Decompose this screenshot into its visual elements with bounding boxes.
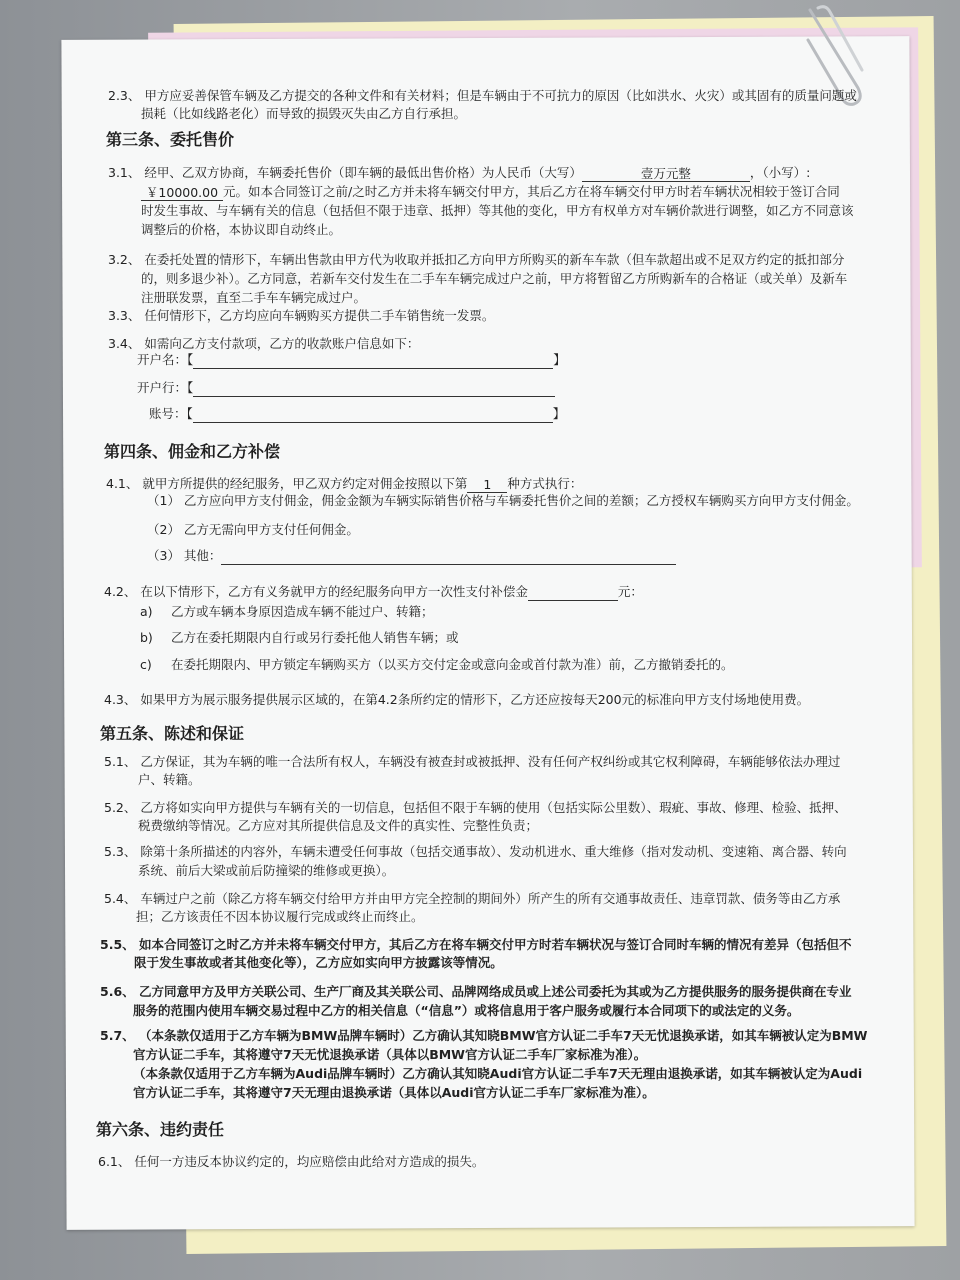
clause-6-1: 6.1、 任何一方违反本协议约定的，均应赔偿由此给对方造成的损失。	[98, 1154, 485, 1169]
section-6-heading: 第六条、违约责任	[96, 1120, 225, 1139]
clause-4-2-c: 在委托期限内、甲方锁定车辆购买方（以买方交付定金或意向金或首付款为准）前，乙方撤销委托的。	[171, 657, 734, 672]
account-bank-row	[137, 378, 555, 397]
account-name-field[interactable]	[193, 353, 553, 369]
price-lowercase-field[interactable]: ￥10000.00	[141, 185, 223, 201]
clause-3-1-line1	[108, 163, 810, 182]
clause-4-2-suffix: 元：	[617, 584, 643, 599]
section-5-heading: 第五条、陈述和保证	[100, 724, 245, 743]
clause-5-4-line1: 5.4、 车辆过户之前（除乙方将车辆交付给甲方并由甲方完全控制的期间外）所产生的所有交通事故责任、违章罚款、债务等由乙方承	[104, 891, 841, 906]
account-name-label: 开户名：【	[137, 352, 194, 367]
account-number-row	[149, 404, 565, 423]
price-uppercase-field[interactable]: 壹万元整	[582, 166, 750, 182]
clause-3-3: 3.3、 任何情形下，乙方均应向车辆购买方提供二手车销售统一发票。	[108, 308, 495, 323]
account-bank-field[interactable]	[193, 381, 555, 397]
clause-4-2-a: 乙方或车辆本身原因造成车辆不能过户、转籍；	[171, 604, 434, 619]
clause-5-1-line1: 5.1、 乙方保证，其为车辆的唯一合法所有权人，车辆没有被查封或被抵押、没有任何产权纠纷或其它权利障碍，车辆能够依法办理过	[104, 754, 841, 769]
clause-3-2-line1: 3.2、 在委托处置的情形下，车辆出售款由甲方代为收取并抵扣乙方向甲方所购买的新车车款（但车款超出或不足双方约定的抵扣部分	[108, 252, 845, 267]
clause-5-4-line2: 担；乙方该责任不因本协议履行完成或终止而终止。	[136, 909, 424, 924]
account-bank-label: 开户行：【	[137, 380, 194, 395]
clause-5-2-line1: 5.2、 乙方将如实向甲方提供与车辆有关的一切信息，包括但不限于车辆的使用（包括实际公里数）、瑕疵、事故、修理、检验、抵押、	[104, 800, 847, 815]
clause-5-5-line1: 5.5、 如本合同签订之时乙方并未将车辆交付甲方，其后乙方在将车辆交付甲方时若车辆状况与签订合同时车辆的情况有差异（包括但不	[100, 937, 852, 952]
clause-4-2-c-key: c)	[140, 657, 152, 672]
bracket-close: 】	[552, 406, 566, 421]
clause-4-3: 4.3、 如果甲方为展示服务提供展示区域的，在第4.2条所约定的情形下，乙方还应按每天200元的标准向甲方支付场地使用费。	[104, 692, 810, 707]
commission-option-3	[147, 546, 676, 565]
commission-option-field[interactable]: 1	[467, 477, 507, 493]
clause-5-2-line2: 税费缴纳等情况。乙方应对其所提供信息及文件的真实性、完整性负责；	[138, 818, 539, 833]
commission-option-2: （2） 乙方无需向甲方支付任何佣金。	[147, 522, 359, 537]
clause-4-2-b: 乙方在委托期限内自行或另行委托他人销售车辆；或	[171, 630, 459, 645]
clause-4-1-suffix: 种方式执行：	[507, 476, 583, 491]
clause-4-2	[104, 582, 643, 601]
clause-2-3-line2: 损耗（比如线路老化）而导致的损毁灭失由乙方自行承担。	[141, 106, 467, 121]
commission-other-field[interactable]	[221, 549, 676, 565]
account-number-field[interactable]	[193, 407, 553, 423]
compensation-amount-field[interactable]	[528, 585, 618, 601]
section-3-heading: 第三条、委托售价	[106, 130, 235, 149]
clause-5-6-line1: 5.6、 乙方同意甲方及甲方关联公司、生产厂商及其关联公司、品牌网络成员或上述公司委托为其或为乙方提供服务的服务提供商在专业	[100, 984, 852, 999]
account-number-label: 账号：【	[149, 406, 193, 421]
clause-3-2-line2: 的，则多退少补）。乙方同意，若新车交付发生在二手车车辆完成过户之前，甲方将暂留乙方所购新车的合格证（或关单）及新车	[141, 271, 848, 286]
clause-3-1-text-a: 元。如本合同签订之前/之时乙方并未将车辆交付甲方，其后乙方在将车辆交付甲方时若车辆状况相较于签订合同	[223, 184, 840, 199]
section-4-heading: 第四条、佣金和乙方补偿	[104, 442, 281, 461]
account-name-row	[137, 350, 566, 369]
clause-3-1-line4: 调整后的价格，本协议即自动终止。	[141, 222, 342, 237]
clause-4-2-prefix: 4.2、 在以下情形下，乙方有义务就甲方的经纪服务向甲方一次性支付补偿金	[104, 584, 528, 599]
commission-option-3-label: （3） 其他：	[147, 548, 222, 563]
clause-5-5-line2: 限于发生事故或者其他变化等），乙方应如实向甲方披露该等情况。	[134, 955, 503, 970]
clause-3-1-line3: 时发生事故、与车辆有关的信息（包括但不限于违章、抵押）等其他的变化，甲方有权单方对车辆价款进行调整，如乙方不同意该	[141, 203, 854, 218]
clause-5-3-line1: 5.3、 除第十条所描述的内容外，车辆未遭受任何事故（包括交通事故）、发动机进水、重大维修（指对发动机、变速箱、离合器、转向	[104, 844, 847, 859]
bracket-close: 】	[553, 352, 566, 367]
commission-option-1: （1） 乙方应向甲方支付佣金，佣金金额为车辆实际销售价格与车辆委托售价之间的差额；乙方授权车辆购买方向甲方支付佣金。	[147, 493, 859, 508]
clause-5-7-line2: 官方认证二手车，其将遵守7天无忧退换承诺（具体以BMW官方认证二手车厂家标准为准）。	[133, 1047, 647, 1062]
clause-5-1-line2: 户、转籍。	[138, 772, 201, 787]
clause-5-7-line1: 5.7、 （本条款仅适用于乙方车辆为BMW品牌车辆时）乙方确认其知晓BMW官方认证二手车7天无忧退换承诺，如其车辆被认定为BMW	[100, 1028, 868, 1043]
clause-3-1-line2	[141, 182, 840, 201]
clause-3-4: 3.4、 如需向乙方支付款项，乙方的收款账户信息如下：	[108, 336, 420, 351]
clause-3-1-mid: ，（小写）:	[749, 165, 811, 180]
clause-5-3-line2: 系统、前后大梁或前后防撞梁的维修或更换）。	[138, 863, 395, 878]
clause-2-3-line1: 2.3、 甲方应妥善保管车辆及乙方提交的各种文件和有关材料；但是车辆由于不可抗力的原因（比如洪水、火灾）或其固有的质量问题或	[108, 88, 857, 103]
clause-5-7-line3: （本条款仅适用于乙方车辆为Audi品牌车辆时）乙方确认其知晓Audi官方认证二手车7天无理由退换承诺，如其车辆被认定为Audi	[133, 1066, 863, 1081]
clause-4-2-a-key: a)	[140, 604, 153, 619]
clause-4-1-prefix: 4.1、 就甲方所提供的经纪服务，甲乙双方约定对佣金按照以下第	[106, 476, 468, 491]
clause-5-7-line4: 官方认证二手车，其将遵守7天无理由退换承诺（具体以Audi官方认证二手车厂家标准为准）。	[133, 1085, 655, 1100]
clause-3-1-prefix: 3.1、 经甲、乙双方协商，车辆委托售价（即车辆的最低出售价格）为人民币（大写）	[108, 165, 582, 180]
clause-3-2-line3: 注册联发票，直至二手车车辆完成过户。	[141, 290, 367, 305]
clause-4-2-b-key: b)	[140, 630, 153, 645]
clause-5-6-line2: 服务的范围内使用车辆交易过程中乙方的相关信息（“信息”）或将信息用于客户服务或履行本合同项下的或法定的义务。	[133, 1003, 800, 1018]
